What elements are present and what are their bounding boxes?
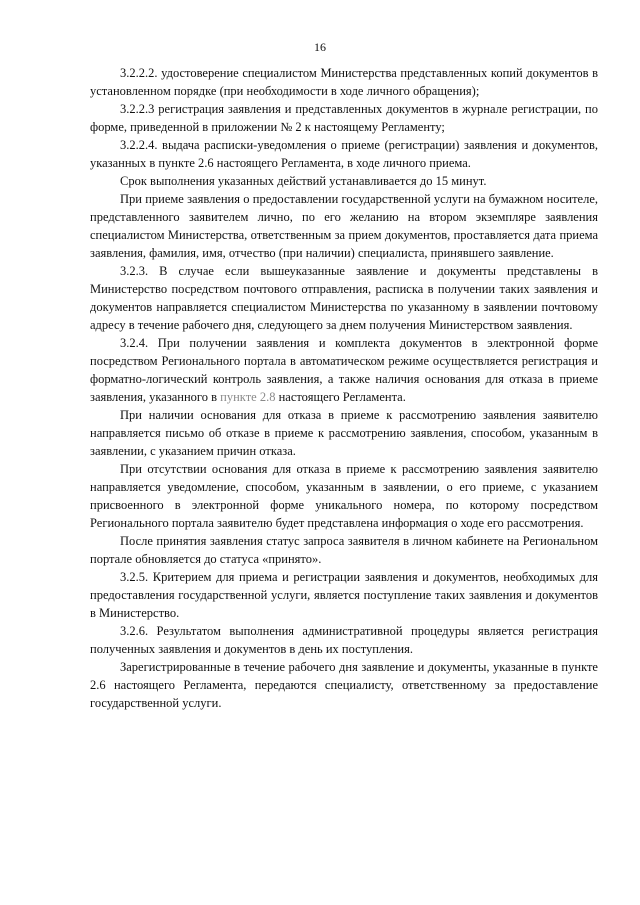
paragraph-transfer: Зарегистрированные в течение рабочего дня заявление и документы, указанные в пункте 2.6 настоящего Регламента, передаются специалисту, ответственному за предоставление государственной услуги. <box>90 660 598 710</box>
paragraph-3-2-4-text: 3.2.4. При получении заявления и комплекта документов в электронной форме посредством Регионального портала в автоматическом режиме осуществляется регистрация и форматно-логический контроль заявления, а также наличия основания для отказа в приеме заявления, указанного в <box>90 336 598 404</box>
paragraph-3-2-2-4: 3.2.2.4. выдача расписки-уведомления о приеме (регистрации) заявления и документов, указанных в пункте 2.6 настоящего Регламента, в ходе личного приема. <box>90 138 598 170</box>
paragraph-3-2-4-tail: настоящего Регламента. <box>275 390 406 404</box>
paragraph-time-limit: Срок выполнения указанных действий устанавливается до 15 минут. <box>120 174 487 188</box>
paragraph-3-2-3: 3.2.3. В случае если вышеуказанные заявление и документы представлены в Министерство посредством почтового отправления, расписка в получении таких заявления и документов направляется специалистом Министерства по указанному в заявлении почтовому адресу в течение рабочего дня, следующего за днем получения Министерством заявления. <box>90 264 598 332</box>
paragraph-paper-submission: При приеме заявления о предоставлении государственной услуги на бумажном носителе, представленного заявителем лично, по его желанию на втором экземпляре заявления специалистом Министерства, ответственным за прием документов, проставляется дата приема заявления, фамилия, имя, отчество (при наличии) специалиста, принявшего заявление. <box>90 192 598 260</box>
paragraph-no-refusal-grounds: При отсутствии основания для отказа в приеме к рассмотрению заявления заявителю направляется уведомление, способом, указанным в заявлении, о его приеме, с указанием присвоенного в электронной форме уникального номера, по которому посредством Регионального портала заявителю будет представлена информация о ходе его рассмотрения. <box>90 462 598 530</box>
paragraph-3-2-4 <box>90 334 598 406</box>
paragraph-status-update: После принятия заявления статус запроса заявителя в личном кабинете на Региональном портале обновляется до статуса «принято». <box>90 534 598 566</box>
page-number: 16 <box>314 40 326 54</box>
paragraph-3-2-6: 3.2.6. Результатом выполнения административной процедуры является регистрация полученных заявления и документов в день их поступления. <box>90 624 598 656</box>
paragraph-3-2-2-2: 3.2.2.2. удостоверение специалистом Министерства представленных копий документов в установленном порядке (при необходимости в ходе личного обращения); <box>90 66 598 98</box>
document-body <box>90 64 598 712</box>
paragraph-refusal-grounds: При наличии основания для отказа в приеме к рассмотрению заявления заявителю направляется письмо об отказе в приеме к рассмотрению заявления, способом, указанным в заявлении, с указанием причин отказа. <box>90 408 598 458</box>
paragraph-3-2-2-3: 3.2.2.3 регистрация заявления и представленных документов в журнале регистрации, по форме, приведенной в приложении № 2 к настоящему Регламенту; <box>90 102 598 134</box>
faded-reference-text: пункте 2.8 <box>220 390 276 404</box>
paragraph-3-2-5: 3.2.5. Критерием для приема и регистрации заявления и документов, необходимых для предоставления государственной услуги, является поступление таких заявления и документов в Министерство. <box>90 570 598 620</box>
